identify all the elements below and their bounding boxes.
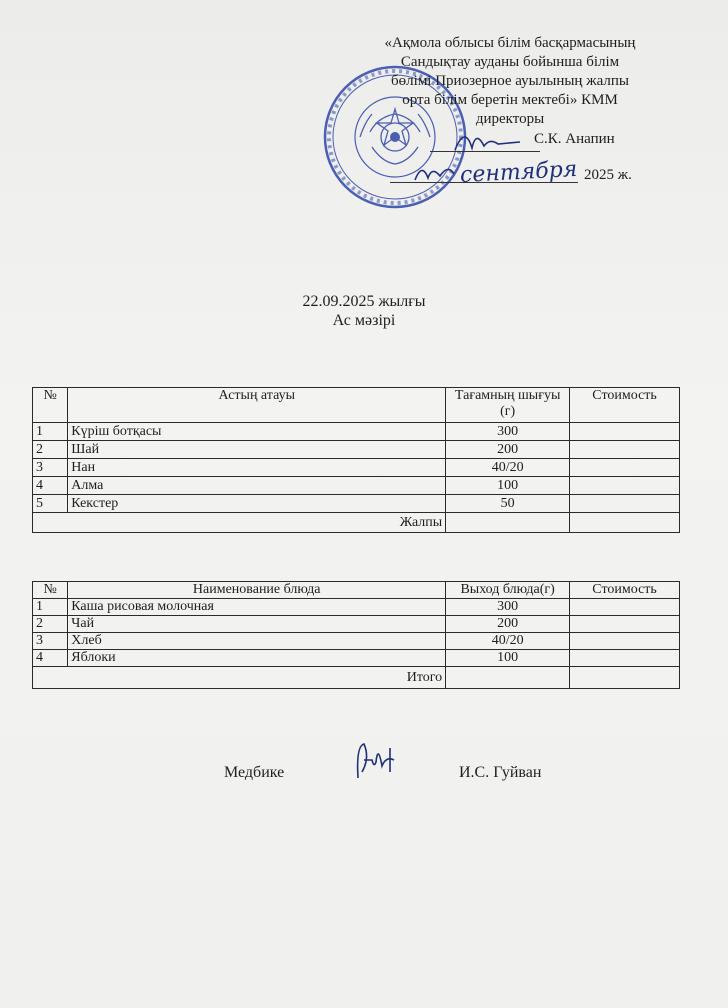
row-cost [570,477,680,495]
approval-line: орта білім беретін мектебі» КММ [402,92,618,108]
table-row [33,423,680,441]
total-cost [570,667,680,689]
table-row [33,477,680,495]
row-num: 1 [33,599,68,616]
header-yield: Выход блюда(г) [446,582,570,599]
approval-line: Сандықтау ауданы бойынша білім [400,54,620,70]
approval-line: «Ақмола облысы білім басқармасының [384,35,636,51]
row-cost [570,459,680,477]
menu-table-russian [32,581,680,689]
header-cost: Стоимость [570,582,680,599]
director-signature [450,120,530,160]
row-cost [570,616,680,633]
table-total-row [33,667,680,689]
header-cost: Стоимость [570,388,680,423]
row-yield: 40/20 [446,459,570,477]
table-row [33,459,680,477]
row-dish-name: Каша рисовая молочная [68,599,446,616]
row-num: 3 [33,633,68,650]
table-row [33,650,680,667]
table-row [33,441,680,459]
total-label: Жалпы [33,513,446,533]
header-dish-name: Астың атауы [68,388,446,423]
row-yield: 300 [446,423,570,441]
row-cost [570,599,680,616]
nurse-signature [350,738,405,783]
row-dish-name: Хлеб [68,633,446,650]
row-num: 2 [33,616,68,633]
table-total-row [33,513,680,533]
table-header-row [33,388,680,423]
header-num: № [33,582,68,599]
table-row [33,633,680,650]
row-dish-name: Чай [68,616,446,633]
row-cost [570,423,680,441]
row-yield: 200 [446,441,570,459]
row-num: 5 [33,495,68,513]
row-cost [570,650,680,667]
total-yield [446,513,570,533]
table-row [33,616,680,633]
approval-block [330,34,690,129]
table-row [33,599,680,616]
header-yield: Тағамның шығуы (г) [446,388,570,423]
row-num: 4 [33,650,68,667]
date-year: 2025 ж. [584,167,632,183]
total-label: Итого [33,667,446,689]
header-dish-name: Наименование блюда [68,582,446,599]
nurse-name: И.С. Гуйван [459,764,542,781]
menu-title: Ас мәзірі [332,312,396,329]
nurse-role-label: Медбике [224,764,285,781]
row-num: 2 [33,441,68,459]
row-cost [570,495,680,513]
row-yield: 40/20 [446,633,570,650]
row-yield: 100 [446,650,570,667]
approval-line: директоры [475,111,545,127]
table-header-row [33,582,680,599]
row-yield: 300 [446,599,570,616]
row-dish-name: Алма [68,477,446,495]
row-dish-name: Кекстер [68,495,446,513]
row-num: 3 [33,459,68,477]
row-num: 4 [33,477,68,495]
row-cost [570,441,680,459]
row-cost [570,633,680,650]
row-yield: 200 [446,616,570,633]
row-dish-name: Нан [68,459,446,477]
row-yield: 50 [446,495,570,513]
total-cost [570,513,680,533]
menu-table-kazakh [32,387,680,533]
row-dish-name: Күріш ботқасы [68,423,446,441]
row-yield: 100 [446,477,570,495]
table-row [33,495,680,513]
row-dish-name: Шай [68,441,446,459]
handwritten-month: сентября [459,156,578,189]
header-num: № [33,388,68,423]
menu-date: 22.09.2025 жылғы [302,293,426,310]
row-dish-name: Яблоки [68,650,446,667]
director-name: С.К. Анапин [534,131,615,147]
total-yield [446,667,570,689]
approval-line: бөлімі Приозерное ауылының жалпы [391,73,629,89]
row-num: 1 [33,423,68,441]
